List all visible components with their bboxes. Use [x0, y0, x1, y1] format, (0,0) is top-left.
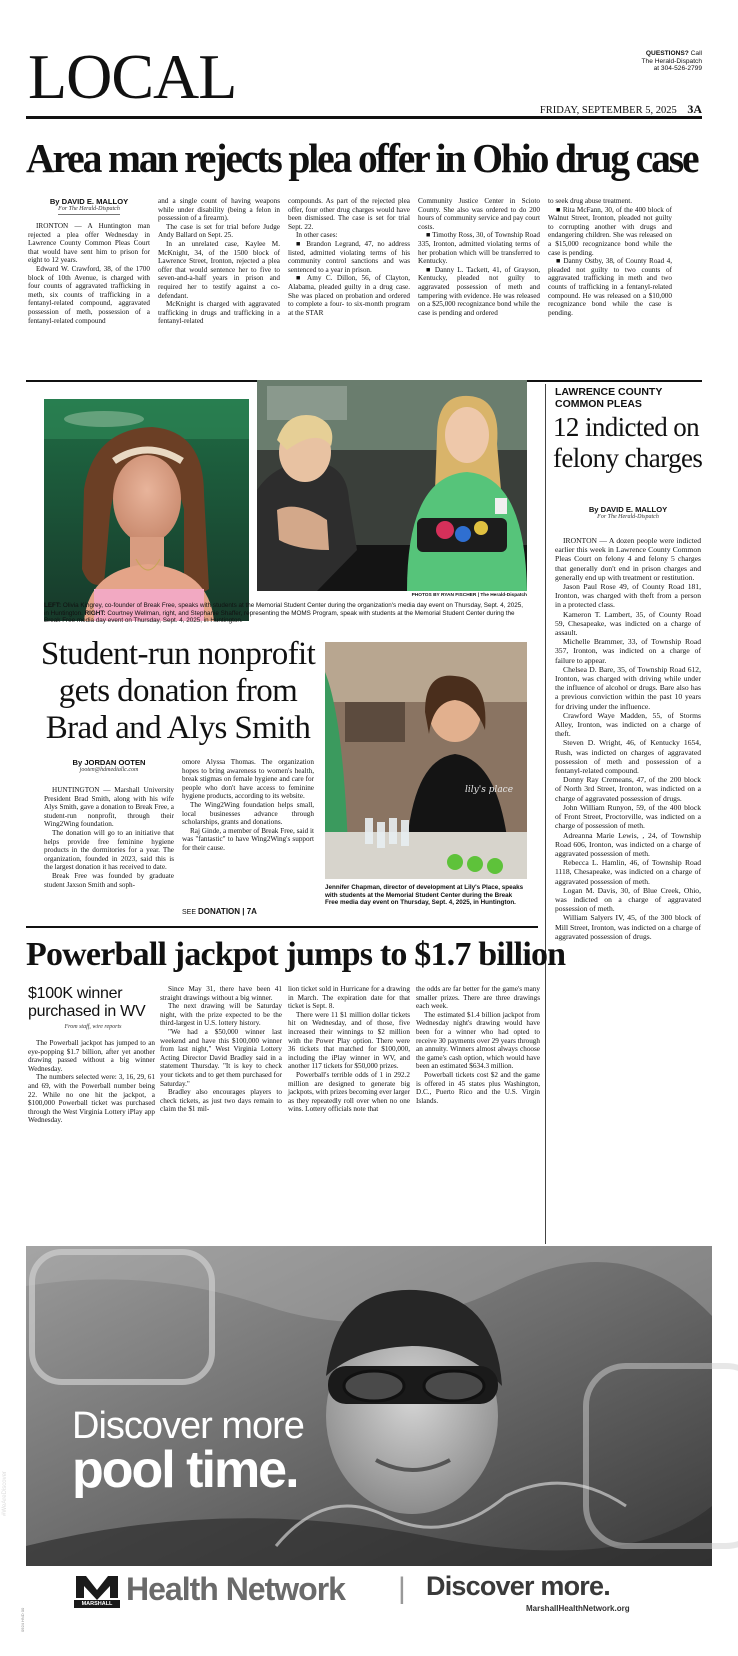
sidebar-headline: 12 indicted on felony charges: [553, 412, 703, 473]
photo-credit: PHOTOS BY RYAN FISCHER | The Herald-Dispatch: [411, 593, 527, 598]
sidebar-p8: Donny Ray Cremeans, 47, of the 200 block of North 3rd Street, Ironton, was indicted on a charge of aggravated possession of drugs.: [555, 775, 701, 803]
photo-caption-top: [44, 602, 529, 625]
section-title: LOCAL: [28, 41, 237, 112]
powerball-byline-org: From staff, wire reports: [64, 1024, 122, 1030]
powerball-c3-p2: There were 11 $1 million dollar tickets hit on Wednesday, and of those, five increased their winnings to $2 million with the Power Play option. There were 36 tickets that matched for $100,000, including the iPlay winner in WV, and another 117 tickets for $50,000 prizes.: [288, 1010, 410, 1071]
photo-moms-program: [257, 380, 527, 591]
nonprofit-c2-p2: The Wing2Wing foundation helps small, local businesses advance through scholarships, grants and donations.: [182, 800, 314, 827]
ad-marshall-health[interactable]: [2, 1246, 712, 1566]
lead-c2-p2: The case is set for trial before Judge Andy Ballard on Sept. 25.: [158, 222, 280, 240]
lead-c4-p3: ■ Danny L. Tackett, 41, of Grayson, Kentucky, pleaded not guilty to aggravated possession of meth and tampering with evidence. He was released on a $25,000 recognizance bond while the case is pending and ordered: [418, 265, 540, 317]
sidebar-p12: Logan M. Davis, 30, of Blue Creek, Ohio, was indicted on a charge of aggravated possession of meth.: [555, 885, 701, 914]
lead-headline: Area man rejects plea offer in Ohio drug case: [26, 135, 698, 181]
nonprofit-col-1: [44, 786, 174, 889]
ad-url[interactable]: MarshallHealthNetwork.org: [526, 1604, 630, 1613]
sidebar-p4: Michelle Brammer, 33, of Township Road 357, Ironton, was indicted on a charge of failure to appear.: [555, 637, 701, 665]
nonprofit-c1-p1: HUNTINGTON — Marshall University President Brad Smith, along with his wife Alys Smith, gave a donation to Break Free, a student-run nonprofit, through their Wing2Wing foundation.: [44, 786, 174, 829]
photo-moms-illustration: [257, 380, 527, 591]
photo-chapman-illustration: [325, 642, 527, 879]
marshall-logo-text: MARSHALL: [81, 1601, 113, 1607]
lead-byline: By DAVID E. MALLOY: [49, 197, 129, 206]
lead-c2-p4: McKnight is charged with aggravated trafficking in drugs and trafficking in a fentanyl-related: [158, 300, 280, 326]
sidebar-body: [555, 536, 701, 941]
masthead-rule: [26, 116, 702, 119]
lead-c3-p4: ■ Amy C. Dillon, 56, of Clayton, Alabama, pleaded guilty in a drug case. She was placed on probation and ordered to complete a four- to six-month program at the STAR: [288, 274, 410, 317]
nonprofit-c1-p3: Break Free was founded by graduate student Jaxson Smith and soph-: [44, 871, 174, 889]
powerball-c3-p1: lion ticket sold in Hurricane for a drawing in March. The expiration date for that ticket is Sept. 8.: [288, 985, 410, 1011]
lead-col-5: [548, 197, 672, 317]
powerball-c2-p3: "We had a $50,000 winner last weekend and have this $100,000 winner from last night," West Virginia Lottery Acting Director David Bradley said in a statement Thursday. "It is key to check your tickets and to get them purchased for Saturday.": [160, 1027, 282, 1088]
sidebar-byline-block: [555, 505, 701, 520]
powerball-c3-p3: Powerball's terrible odds of 1 in 292.2 million are designed to generate big jackpots, with prizes becoming ever larger as they repeatedly roll over when no one wins. Lottery officials note that: [288, 1070, 411, 1114]
issue-date: [540, 102, 702, 117]
lead-col-3: [288, 197, 410, 317]
sidebar-byline: By DAVID E. MALLOY: [588, 505, 668, 514]
lead-c4-p1: Community Justice Center in Scioto County. She also was ordered to do 200 hours of community service and pay court costs.: [418, 197, 540, 231]
sidebar-p13: William Salyers IV, 45, of the 300 block of Mill Street, Ironton, was indicted on a charge of aggravated possession of drugs.: [555, 913, 701, 941]
shirt-text: lily's place: [465, 785, 514, 795]
caption-left-label: LEFT:: [44, 602, 62, 609]
powerball-col-2: [160, 985, 282, 1114]
sidebar-p3: Kameron T. Lambert, 35, of County Road 59, Chesapeake, was indicted on a charge of assault.: [555, 609, 701, 638]
lead-c1-p2: Edward W. Crawford, 38, of the 1700 block of 10th Avenue, is charged with four counts of aggravated trafficking in meth, six counts of trafficking in a fentanyl-related compound, aggravated possession of meth, possession of a fentanyl-related compound: [28, 264, 150, 325]
nonprofit-byline: By JORDAN OOTEN: [72, 758, 146, 767]
sidebar-p10: Adreanna Marie Lewis, , 24, of Township Road 606, Ironton, was indicted on a charge of aggravated possession of meth.: [555, 830, 701, 858]
photo-jennifer-chapman: [325, 642, 527, 879]
lead-c5-p3: ■ Danny Ostby, 38, of County Road 4, pleaded not guilty to two counts of aggravated trafficking in meth and two counts of trafficking in a fentanyl-related compound. He was released on a $10,000 recognizance bond while the case is pending.: [548, 257, 672, 317]
lead-col-1: [28, 222, 150, 325]
powerball-c2-p1: Since May 31, there have been 41 straight drawings without a big winner.: [160, 985, 282, 1002]
ad-slogan: Discover more.: [426, 1571, 610, 1601]
powerball-col-1: [28, 1039, 155, 1125]
lead-col-4: [418, 197, 540, 317]
photo-olivia-kingrey: [44, 399, 249, 621]
ad-vertical-note: #WeAreDiscover: [2, 1471, 8, 1516]
caption-right-label: RIGHT:: [84, 609, 106, 617]
questions-paper: The Herald-Dispatch: [641, 57, 702, 65]
lead-c2-p3: In an unrelated case, Kaylee M. McKnight, 34, of the 1500 block of Lawrence Street, Ironton, rejected a plea offer that would sentence her to five to seven-and-a-half years in prison and required her to testify against a co-defendant.: [158, 239, 280, 300]
jump-label: DONATION | 7A: [197, 907, 257, 916]
lead-col-2: [158, 197, 280, 326]
ad-footer: [26, 1566, 712, 1626]
nonprofit-c1-p2: The donation will go to an initiative that helps provide free feminine hygiene products in the dormitories for a year. The organization, founded in 2023, said this is the largest donation it has received to date.: [44, 828, 174, 872]
lead-c5-p1: to seek drug abuse treatment.: [548, 197, 633, 205]
questions-box: [642, 50, 702, 73]
date-text: FRIDAY, SEPTEMBER 5, 2025: [539, 105, 677, 116]
ad-headline-line1: Discover more: [72, 1405, 304, 1447]
sidebar-byline-org: For The Herald-Dispatch: [597, 514, 659, 520]
lead-byline-org: For The Herald-Dispatch: [58, 206, 120, 212]
nonprofit-headline: Student-run nonprofit gets donation from Brad and Alys Smith: [40, 636, 316, 746]
lead-c3-p3: ■ Brandon Legrand, 47, no address listed, admitted violating terms of his community control sanctions and was sentenced to a year in prison.: [288, 239, 410, 274]
nonprofit-jump[interactable]: [182, 907, 257, 916]
sidebar-p1: IRONTON — A dozen people were indicted earlier this week in Lawrence County Common Pleas Court on felony 4 and felony 5 charges that generally don't end in prison charges and generally end up with treatment or restitution.: [555, 536, 701, 582]
powerball-subhead: $100K winner purchased in WV: [28, 985, 146, 1020]
powerball-headline: Powerball jackpot jumps to $1.7 billion: [26, 936, 566, 973]
powerball-c4-p1: the odds are far better for the game's many smaller prizes. There are three drawings each week.: [416, 985, 540, 1011]
sidebar-p9: John William Runyon, 59, of the 400 block of Front Street, Proctorville, was indicted on a charge of possession of meth.: [555, 802, 701, 831]
marshall-m-logo-icon: [74, 1574, 120, 1608]
nonprofit-byline-block: [44, 758, 174, 773]
page-number: 3A: [687, 102, 702, 116]
nonprofit-col-2: [182, 758, 314, 853]
lead-byline-block: [28, 197, 150, 215]
sidebar-p6: Crawford Waye Madden, 55, of Storms Alley, Ironton, was indicted on a charge of theft.: [555, 710, 701, 739]
sidebar-p7: Steven D. Wright, 46, of Kentucky 1654, Rush, was indicted on charges of aggravated possession of meth and possession of a fentanyl-related compound.: [555, 738, 701, 776]
nonprofit-c2-p3: Raj Ginde, a member of Break Free, said it was "fantastic" to have Wing2Wing's support for their cause.: [182, 826, 314, 852]
lead-c3-p2: In other cases:: [296, 231, 338, 240]
powerball-c1-p2: The numbers selected were: 3, 16, 29, 61 and 69, with the Powerball number being 22. While no one hit the jackpot, a $100,000 Powerball ticket was purchased through the West Virginia Lottery iPlay app Wednesday.: [28, 1073, 155, 1125]
sidebar-kicker: LAWRENCE COUNTY COMMON PLEAS: [555, 386, 663, 410]
powerball-c2-p2: The next drawing will be Saturday night, with the prize expected to be the third-largest in U.S. lottery history.: [160, 1002, 282, 1028]
ad-brand: Health Network: [126, 1571, 345, 1607]
ad-headline-line2: pool time.: [72, 1441, 298, 1499]
questions-call: Call: [690, 50, 702, 57]
caption-left-text: Olivia Kingrey, co-founder of Break Free, speaks with students at the Memorial Student Center during the organization's media day event on Thursday, Sept. 4, 2025, in Huntington.: [44, 602, 523, 617]
sidebar-divider: [545, 384, 546, 1244]
sidebar-p5: Chelsea D. Bare, 35, of Township Road 612, Ironton, was charged with driving while under the influence of alcohol or drugs. Bare also has a previous conviction within the past 10 years for driving under the influence.: [555, 664, 701, 711]
powerball-top-rule: [26, 926, 538, 928]
nonprofit-byline-email: jooten@hdmediallc.com: [79, 767, 139, 773]
ad-divider: |: [398, 1572, 406, 1605]
lead-c2-p1: and a single count of having weapons while under disability (being a felon in possession of a firearm).: [158, 197, 280, 223]
powerball-c4-p3: Powerball tickets cost $2 and the game is offered in 45 states plus Washington, D.C., Puerto Rico and the U.S. Virgin Islands.: [416, 1070, 540, 1105]
nonprofit-c2-p1: omore Alyssa Thomas. The organization hopes to bring awareness to women's health, break stigmas on female hygiene and care for people who don't have access to feminine hygiene products, according to its website.: [182, 758, 314, 801]
powerball-col-4: [416, 985, 540, 1105]
powerball-col-3: [288, 985, 410, 1114]
questions-phone: at 304-526-2799: [653, 65, 702, 73]
jump-see: SEE: [182, 909, 197, 916]
powerball-c1-p1: The Powerball jackpot has jumped to an eye-popping $1.7 billion, after yet another drawing passed without a big winner Wednesday.: [28, 1039, 155, 1073]
ad-tiny-code: 0924 HND 00: [20, 1607, 25, 1632]
lead-c1-p1: IRONTON — A Huntington man rejected a plea offer Wednesday in Lawrence County Common Pleas Court that would have sent him to prison for eight to 12 years.: [28, 222, 150, 265]
powerball-c4-p2: The estimated $1.4 billion jackpot from Wednesday night's drawing would have been for a winner who had opted to receive 30 payments over 29 years through an annuity. Winners almost always choose the game's cash option, which would have been an estimated $634.3 million.: [416, 1010, 540, 1071]
caption-right-text: Courtney Wellman, right, and Stephanie Shaffer, representing the MOMS Program, speak with students at the Memorial Student Center during the Break Free media day event on Thursday, Sept. 4, 2025, in Huntington.: [44, 609, 515, 625]
questions-label: QUESTIONS?: [645, 50, 689, 57]
photo-olivia-illustration: [44, 399, 249, 621]
photo-caption-chapman: Jennifer Chapman, director of development at Lily's Place, speaks with students at the Memorial Student Center during the Break Free media day event on Thursday, Sept. 4, 2025, in Huntington.: [325, 884, 524, 907]
sidebar-p2: Jason Paul Rose 49, of County Road 181, Ironton, was charged with theft from a person in a protected class.: [555, 582, 701, 610]
lead-c4-p2: ■ Timothy Ross, 30, of Township Road 335, Ironton, admitted violating terms of her probation which will be transferred to Kentucky.: [418, 231, 540, 266]
lead-c3-p1: compounds. As part of the rejected plea offer, four other drug charges would have been dismissed. The case is set for trial Sept. 22.: [288, 197, 410, 231]
sidebar-p11: Rebecca L. Hamlin, 46, of Township Road 1118, Chesapeake, was indicted on a charge of aggravated possession of meth.: [555, 858, 701, 886]
lead-c5-p2: ■ Rita McFann, 30, of the 400 block of Walnut Street, Ironton, pleaded not guilty to corrupting another with drugs and endangering children. She was released on a $15,000 recognizance bond while the case is pending.: [548, 205, 672, 257]
powerball-c2-p4: Bradley also encourages players to check tickets, as just two days remain to claim the $1 mil-: [160, 1088, 282, 1114]
